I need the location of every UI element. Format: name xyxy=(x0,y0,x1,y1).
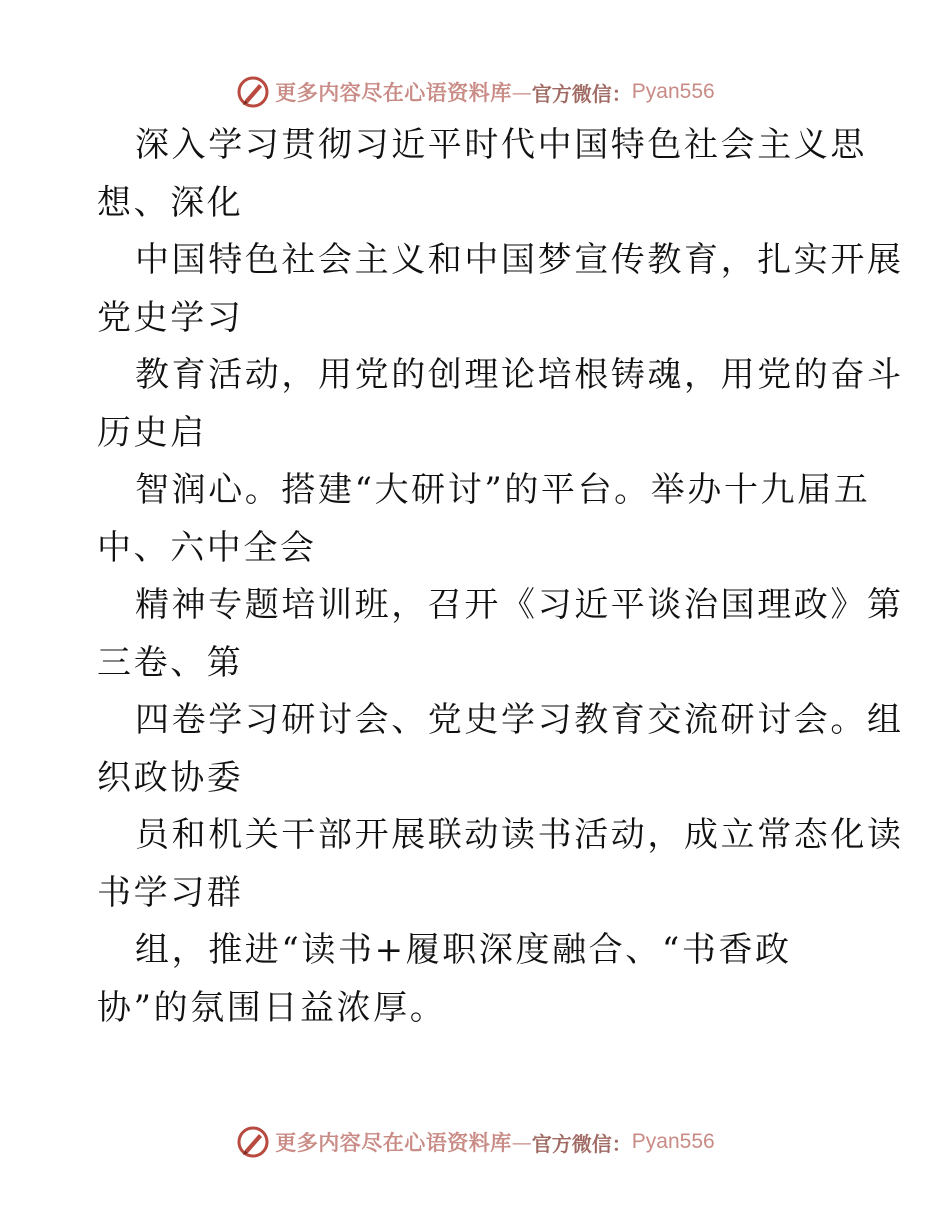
pen-logo-icon xyxy=(235,1124,271,1160)
footer-banner xyxy=(0,1122,950,1162)
text-line: 四卷学习研讨会、党史学习教育交流研讨会。组 xyxy=(135,700,904,740)
text-line: 教育活动，用党的创理论培根铸魂，用党的奋斗 xyxy=(135,355,904,395)
text-line: 历史启 xyxy=(97,412,207,453)
header-separator: — xyxy=(511,80,532,104)
footer-wechat-label: 官方微信： xyxy=(531,1131,632,1156)
header-banner xyxy=(0,72,950,112)
pen-logo-icon xyxy=(235,74,271,110)
text-line: 组，推进“读书+履职深度融合、“书香政 xyxy=(135,930,792,970)
text-line: 织政协委 xyxy=(97,757,244,798)
header-wechat-label: 官方微信： xyxy=(531,81,632,106)
text-line: 想、深化 xyxy=(97,182,244,223)
text-line: 智润心。搭建“大研讨”的平台。举办十九届五 xyxy=(135,470,871,510)
text-line: 深入学习贯彻习近平时代中国特色社会主义思 xyxy=(135,125,867,165)
footer-separator: — xyxy=(511,1130,532,1154)
footer-brand: 更多内容尽在心语资料库 xyxy=(275,1130,512,1155)
footer-wechat-id: Pyan556 xyxy=(631,1130,715,1153)
header-brand: 更多内容尽在心语资料库 xyxy=(275,80,512,105)
text-line: 精神专题培训班，召开《习近平谈治国理政》第 xyxy=(135,585,904,625)
text-line: 三卷、第 xyxy=(97,642,244,683)
text-line: 协”的氛围日益浓厚。 xyxy=(97,987,447,1028)
text-line: 党史学习 xyxy=(97,297,244,338)
header-wechat-id: Pyan556 xyxy=(631,80,715,103)
text-line: 中、六中全会 xyxy=(97,527,317,568)
text-line: 书学习群 xyxy=(97,872,244,913)
body-text xyxy=(97,117,904,1037)
text-line: 员和机关干部开展联动读书活动，成立常态化读 xyxy=(135,815,904,855)
text-line: 中国特色社会主义和中国梦宣传教育，扎实开展 xyxy=(135,240,904,280)
